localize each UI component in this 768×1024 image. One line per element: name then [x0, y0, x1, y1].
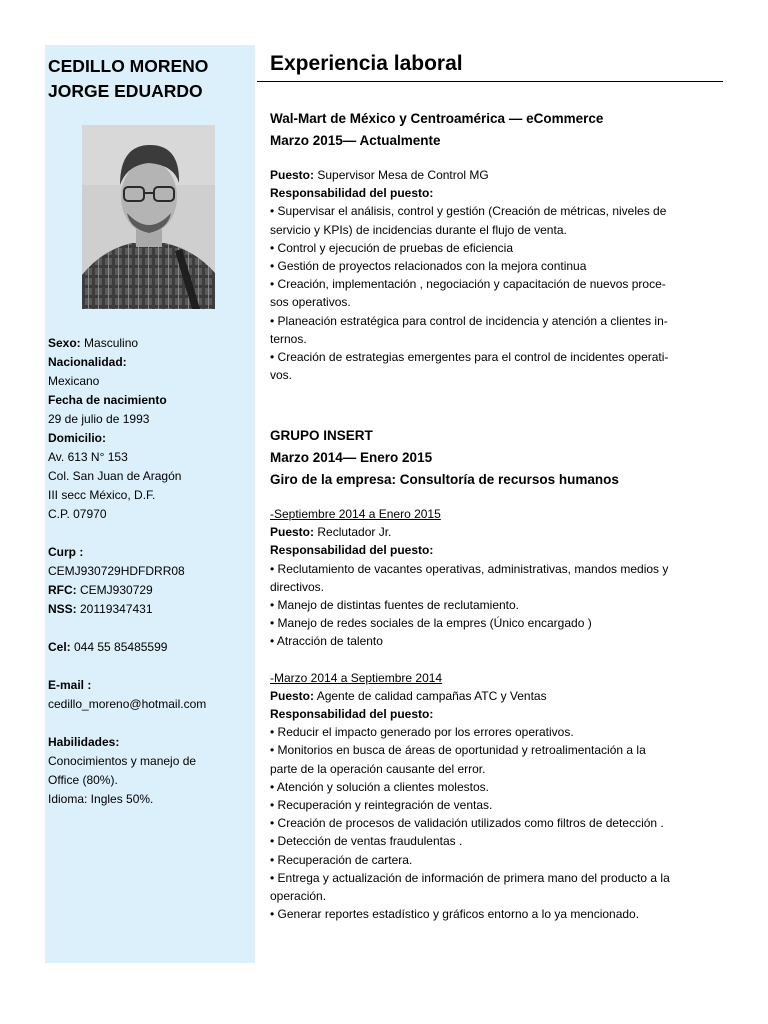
sexo-label: Sexo: [48, 336, 81, 350]
responsabilidad-line: • Manejo de distintas fuentes de reclutamiento. [270, 598, 520, 613]
responsabilidad-line: vos. [270, 368, 293, 383]
puesto-row [270, 523, 718, 541]
responsabilidad-line: directivos. [270, 579, 325, 594]
puesto-value: Supervisor Mesa de Control MG [314, 168, 489, 182]
habilidades-line: Idioma: Ingles 50%. [48, 792, 154, 806]
responsabilidad-line: ternos. [270, 331, 307, 346]
email-label: E-mail : [48, 678, 92, 692]
person-name [48, 54, 253, 104]
responsabilidad-line: • Monitorios en busca de áreas de oportunidad y retroalimentación a la [270, 743, 646, 758]
nacionalidad-value: Mexicano [48, 374, 100, 388]
responsabilidad-line: • Creación de procesos de validación utilizados como filtros de detección . [270, 816, 664, 831]
responsabilidad-label: Responsabilidad del puesto: [270, 543, 434, 558]
email-value[interactable]: cedillo_moreno@hotmail.com [48, 697, 207, 711]
responsabilidad-line: sos operativos. [270, 295, 351, 310]
job-period: Marzo 2014— Enero 2015 [270, 450, 433, 465]
responsabilidad-line: • Entrega y actualización de información de primera mano del producto a la [270, 870, 670, 885]
fecha-nacimiento-value: 29 de julio de 1993 [48, 412, 150, 426]
job-walmart [270, 108, 718, 384]
role-period: -Septiembre 2014 a Enero 2015 [270, 507, 441, 521]
puesto-label: Puesto: [270, 525, 315, 540]
nss-row [48, 600, 255, 619]
responsabilidad-line: • Control y ejecución de pruebas de eficiencia [270, 240, 514, 255]
job-company: Wal-Mart de México y Centroamérica — eCommerce [270, 111, 604, 126]
responsabilidad-line: • Atracción de talento [270, 634, 383, 649]
sexo-row [48, 334, 255, 353]
responsabilidad-line: • Generar reportes estadístico y gráficos entorno a lo ya mencionado. [270, 907, 640, 922]
responsabilidad-line: operación. [270, 889, 327, 904]
domicilio-line: Col. San Juan de Aragón [48, 469, 182, 483]
role-period: -Marzo 2014 a Septiembre 2014 [270, 670, 443, 685]
nacionalidad-label: Nacionalidad: [48, 355, 127, 369]
rfc-label: RFC: [48, 583, 77, 597]
habilidades-line: Conocimientos y manejo de [48, 754, 197, 768]
personal-info [48, 334, 255, 809]
sexo-value: Masculino [80, 336, 139, 350]
domicilio-line: III secc México, D.F. [48, 488, 156, 502]
nss-label: NSS: [48, 602, 77, 616]
responsabilidad-line: • Recuperación y reintegración de ventas. [270, 798, 493, 813]
section-title: Experiencia laboral [270, 52, 463, 75]
name-line-1: CEDILLO MORENO [48, 56, 209, 76]
responsabilidad-line: • Detección de ventas fraudulentas . [270, 834, 463, 849]
responsabilidad-line: • Creación de estrategias emergentes para el control de incidentes operati- [270, 350, 669, 365]
domicilio-line: C.P. 07970 [48, 507, 107, 521]
job-giro: Giro de la empresa: Consultoría de recursos humanos [270, 472, 619, 487]
puesto-label: Puesto: [270, 168, 315, 182]
rfc-row [48, 581, 255, 600]
domicilio-line: Av. 613 N° 153 [48, 450, 128, 464]
responsabilidad-line: • Planeación estratégica para control de incidencia y atención a clientes in- [270, 313, 668, 328]
nss-value: 20119347431 [76, 602, 153, 616]
responsabilidad-line: • Reducir el impacto generado por los errores operativos. [270, 725, 574, 740]
title-divider [257, 81, 723, 82]
habilidades-line: Office (80%). [48, 773, 118, 787]
responsabilidad-line: servicio y KPIs) de incidencias durante el flujo de venta. [270, 222, 567, 237]
job-grupo-insert [270, 425, 718, 923]
responsabilidad-line: parte de la operación causante del error. [270, 761, 486, 776]
curp-label: Curp : [48, 545, 84, 559]
rfc-value: CEMJ930729 [76, 583, 153, 597]
fecha-nacimiento-label: Fecha de nacimiento [48, 393, 167, 407]
responsabilidad-line: • Recuperación de cartera. [270, 852, 413, 867]
habilidades-label: Habilidades: [48, 735, 120, 749]
puesto-value: Agente de calidad campañas ATC y Ventas [314, 688, 547, 703]
name-line-2: JORGE EDUARDO [48, 81, 203, 101]
responsabilidad-line: • Reclutamiento de vacantes operativas, administrativas, mandos medios y [270, 561, 669, 576]
responsabilidad-line: • Manejo de redes sociales de la empres (Único encargado ) [270, 616, 592, 631]
puesto-row [270, 166, 718, 184]
cel-label: Cel: [48, 640, 71, 654]
puesto-row [270, 687, 718, 705]
cel-value: 044 55 85485599 [70, 640, 168, 654]
curp-value: CEMJ930729HDFDRR08 [48, 564, 185, 578]
responsabilidad-line: • Gestión de proyectos relacionados con la mejora continua [270, 259, 587, 274]
cel-row [48, 638, 255, 657]
responsabilidad-line: • Atención y solución a clientes molestos. [270, 779, 489, 794]
profile-photo-image [82, 125, 215, 309]
responsabilidad-label: Responsabilidad del puesto: [270, 186, 434, 201]
puesto-label: Puesto: [270, 688, 315, 703]
responsabilidad-label: Responsabilidad del puesto: [270, 707, 434, 722]
responsabilidad-line: • Creación, implementación , negociación y capacitación de nuevos proce- [270, 277, 666, 292]
responsabilidad-line: • Supervisar el análisis, control y gestión (Creación de métricas, niveles de [270, 204, 667, 219]
domicilio-label: Domicilio: [48, 431, 107, 445]
job-company: GRUPO INSERT [270, 428, 373, 443]
job-period: Marzo 2015— Actualmente [270, 133, 441, 148]
profile-photo [82, 125, 215, 309]
puesto-value: Reclutador Jr. [314, 525, 392, 540]
sidebar-panel [45, 45, 255, 963]
